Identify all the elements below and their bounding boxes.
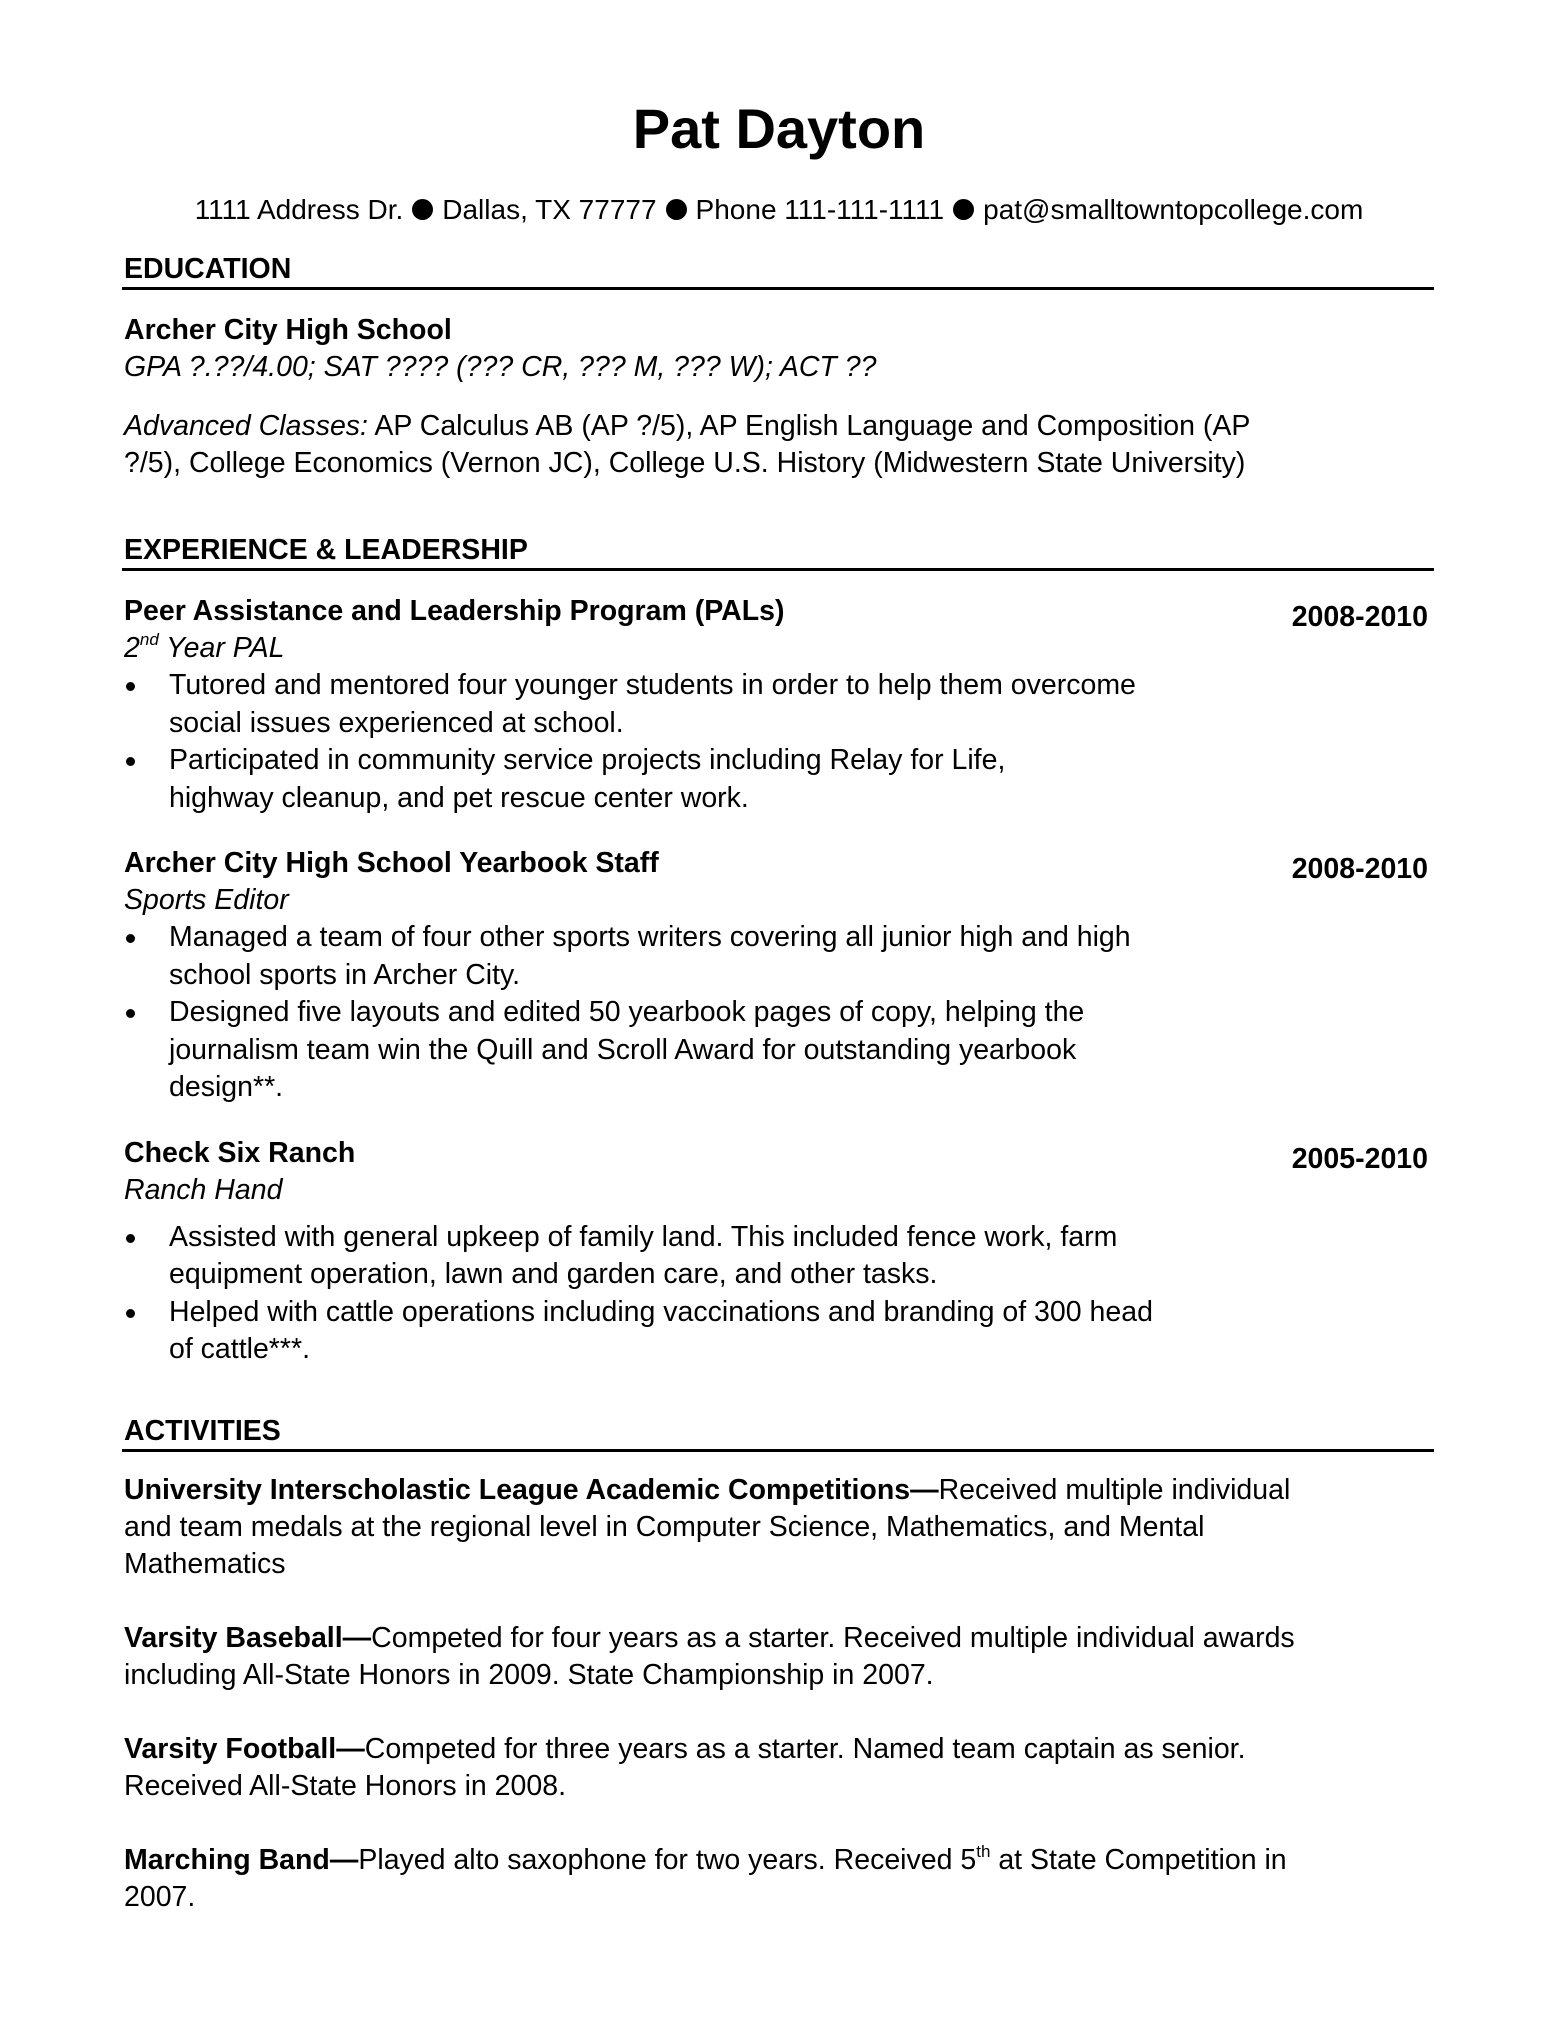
contact-address: 1111 Address Dr. [194,194,404,225]
experience-section [122,532,1434,1369]
entry-role [122,630,1434,667]
entry-dates: 2008-2010 [1291,853,1428,885]
bullet-separator-icon [953,199,974,220]
advanced-classes-label: Advanced Classes: [124,410,368,442]
ordinal-suffix: th [976,1842,991,1861]
bullet-line: social issues experienced at school. [169,706,624,739]
contact-city: Dallas, TX 77777 [442,194,657,225]
contact-line [0,192,1558,228]
bullet-line: Assisted with general upkeep of family land. This included fence work, farm [169,1220,1118,1253]
bullet-line: Designed five layouts and edited 50 yearbook pages of copy, helping the [169,996,1085,1028]
experience-entry [122,845,1434,1107]
role-title: Year PAL [158,632,285,664]
bullet-icon [126,1309,135,1318]
bullet-line: Participated in community service projects including Relay for Life, [169,744,1006,776]
activities-section [122,1413,1434,1916]
advanced-classes-text: AP Calculus AB (AP ?/5), AP English Language and Composition (AP [367,410,1251,442]
bullet-icon [126,757,135,766]
activity-line: 2007. [124,1881,196,1913]
bullet-line: Managed a team of four other sports writers covering all junior high and high [169,921,1131,953]
bullet-line: of cattle***. [169,1333,310,1365]
activity-item [122,1620,1434,1694]
candidate-name: Pat Dayton [632,97,926,160]
activities-heading: ACTIVITIES [122,1413,1434,1452]
bullet-item [122,919,1349,994]
activity-item [122,1842,1434,1916]
experience-heading: EXPERIENCE & LEADERSHIP [122,532,1434,571]
bullet-item [122,742,1349,817]
entry-dates: 2008-2010 [1291,601,1428,633]
activity-title: Marching Band— [124,1844,359,1876]
activity-line: and team medals at the regional level in Computer Science, Mathematics, and Mental [124,1511,1205,1543]
bullet-icon [126,1009,135,1018]
experience-entry [122,1135,1434,1369]
bullet-icon [126,934,135,943]
bullet-line: journalism team win the Quill and Scroll Award for outstanding yearbook [169,1033,1077,1066]
education-heading: EDUCATION [122,251,1434,290]
entry-role: Ranch Hand [124,1173,283,1206]
activity-line: Mathematics [124,1548,286,1580]
contact-email[interactable]: pat@smalltowntopcollege.com [983,194,1364,225]
entry-bullets [122,1219,1434,1369]
experience-entry [122,593,1434,817]
advanced-classes-line2: ?/5), College Economics (Vernon JC), College U.S. History (Midwestern State University) [124,447,1246,479]
bullet-icon [126,682,135,691]
activity-line: including All-State Honors in 2009. State Championship in 2007. [124,1659,934,1691]
entry-role: Sports Editor [124,884,289,916]
education-section [122,251,1434,482]
entry-organization: Archer City High School Yearbook Staff [124,847,659,879]
activity-line: Played alto saxophone for two years. Received 5 [358,1844,977,1876]
bullet-item [122,1294,1349,1369]
bullet-line: design**. [169,1071,284,1103]
entry-bullets [122,667,1434,817]
entry-bullets [122,919,1434,1107]
bullet-separator-icon [666,199,687,220]
activity-title: Varsity Football— [124,1733,365,1765]
activity-line: Competed for three years as a starter. Named team captain as senior. [364,1733,1246,1765]
bullet-line: equipment operation, lawn and garden care, and other tasks. [169,1258,938,1290]
bullet-line: school sports in Archer City. [169,958,521,991]
bullet-icon [126,1234,135,1243]
activity-line: Competed for four years as a starter. Received multiple individual awards [371,1622,1295,1654]
bullet-item [122,667,1349,742]
activity-line: Received All-State Honors in 2008. [124,1770,567,1802]
bullet-line: Helped with cattle operations including vaccinations and branding of 300 head [169,1295,1153,1328]
entry-dates: 2005-2010 [1291,1142,1428,1175]
role-ordinal-suffix: nd [139,630,159,649]
activity-title: University Interscholastic League Academic Competitions— [124,1474,939,1506]
role-ordinal: 2 [124,632,140,664]
bullet-line: highway cleanup, and pet rescue center work. [169,781,749,814]
school-name: Archer City High School [124,314,452,346]
entry-organization: Check Six Ranch [124,1136,356,1169]
test-scores: GPA ?.??/4.00; SAT ???? (??? CR, ??? M, ??? W); ACT ?? [124,351,877,383]
activity-item [122,1472,1434,1583]
advanced-classes-line1 [122,408,1434,445]
bullet-line: Tutored and mentored four younger students in order to help them overcome [169,669,1136,701]
bullet-separator-icon [412,199,433,220]
activity-item [122,1731,1434,1805]
entry-organization: Peer Assistance and Leadership Program (PALs) [124,595,785,627]
bullet-item [122,1219,1349,1294]
activity-line: at State Competition in [990,1844,1287,1876]
activity-line: Received multiple individual [938,1474,1291,1506]
activity-title: Varsity Baseball— [124,1622,372,1654]
contact-phone: Phone 111-111-1111 [695,194,945,225]
bullet-item [122,994,1349,1107]
